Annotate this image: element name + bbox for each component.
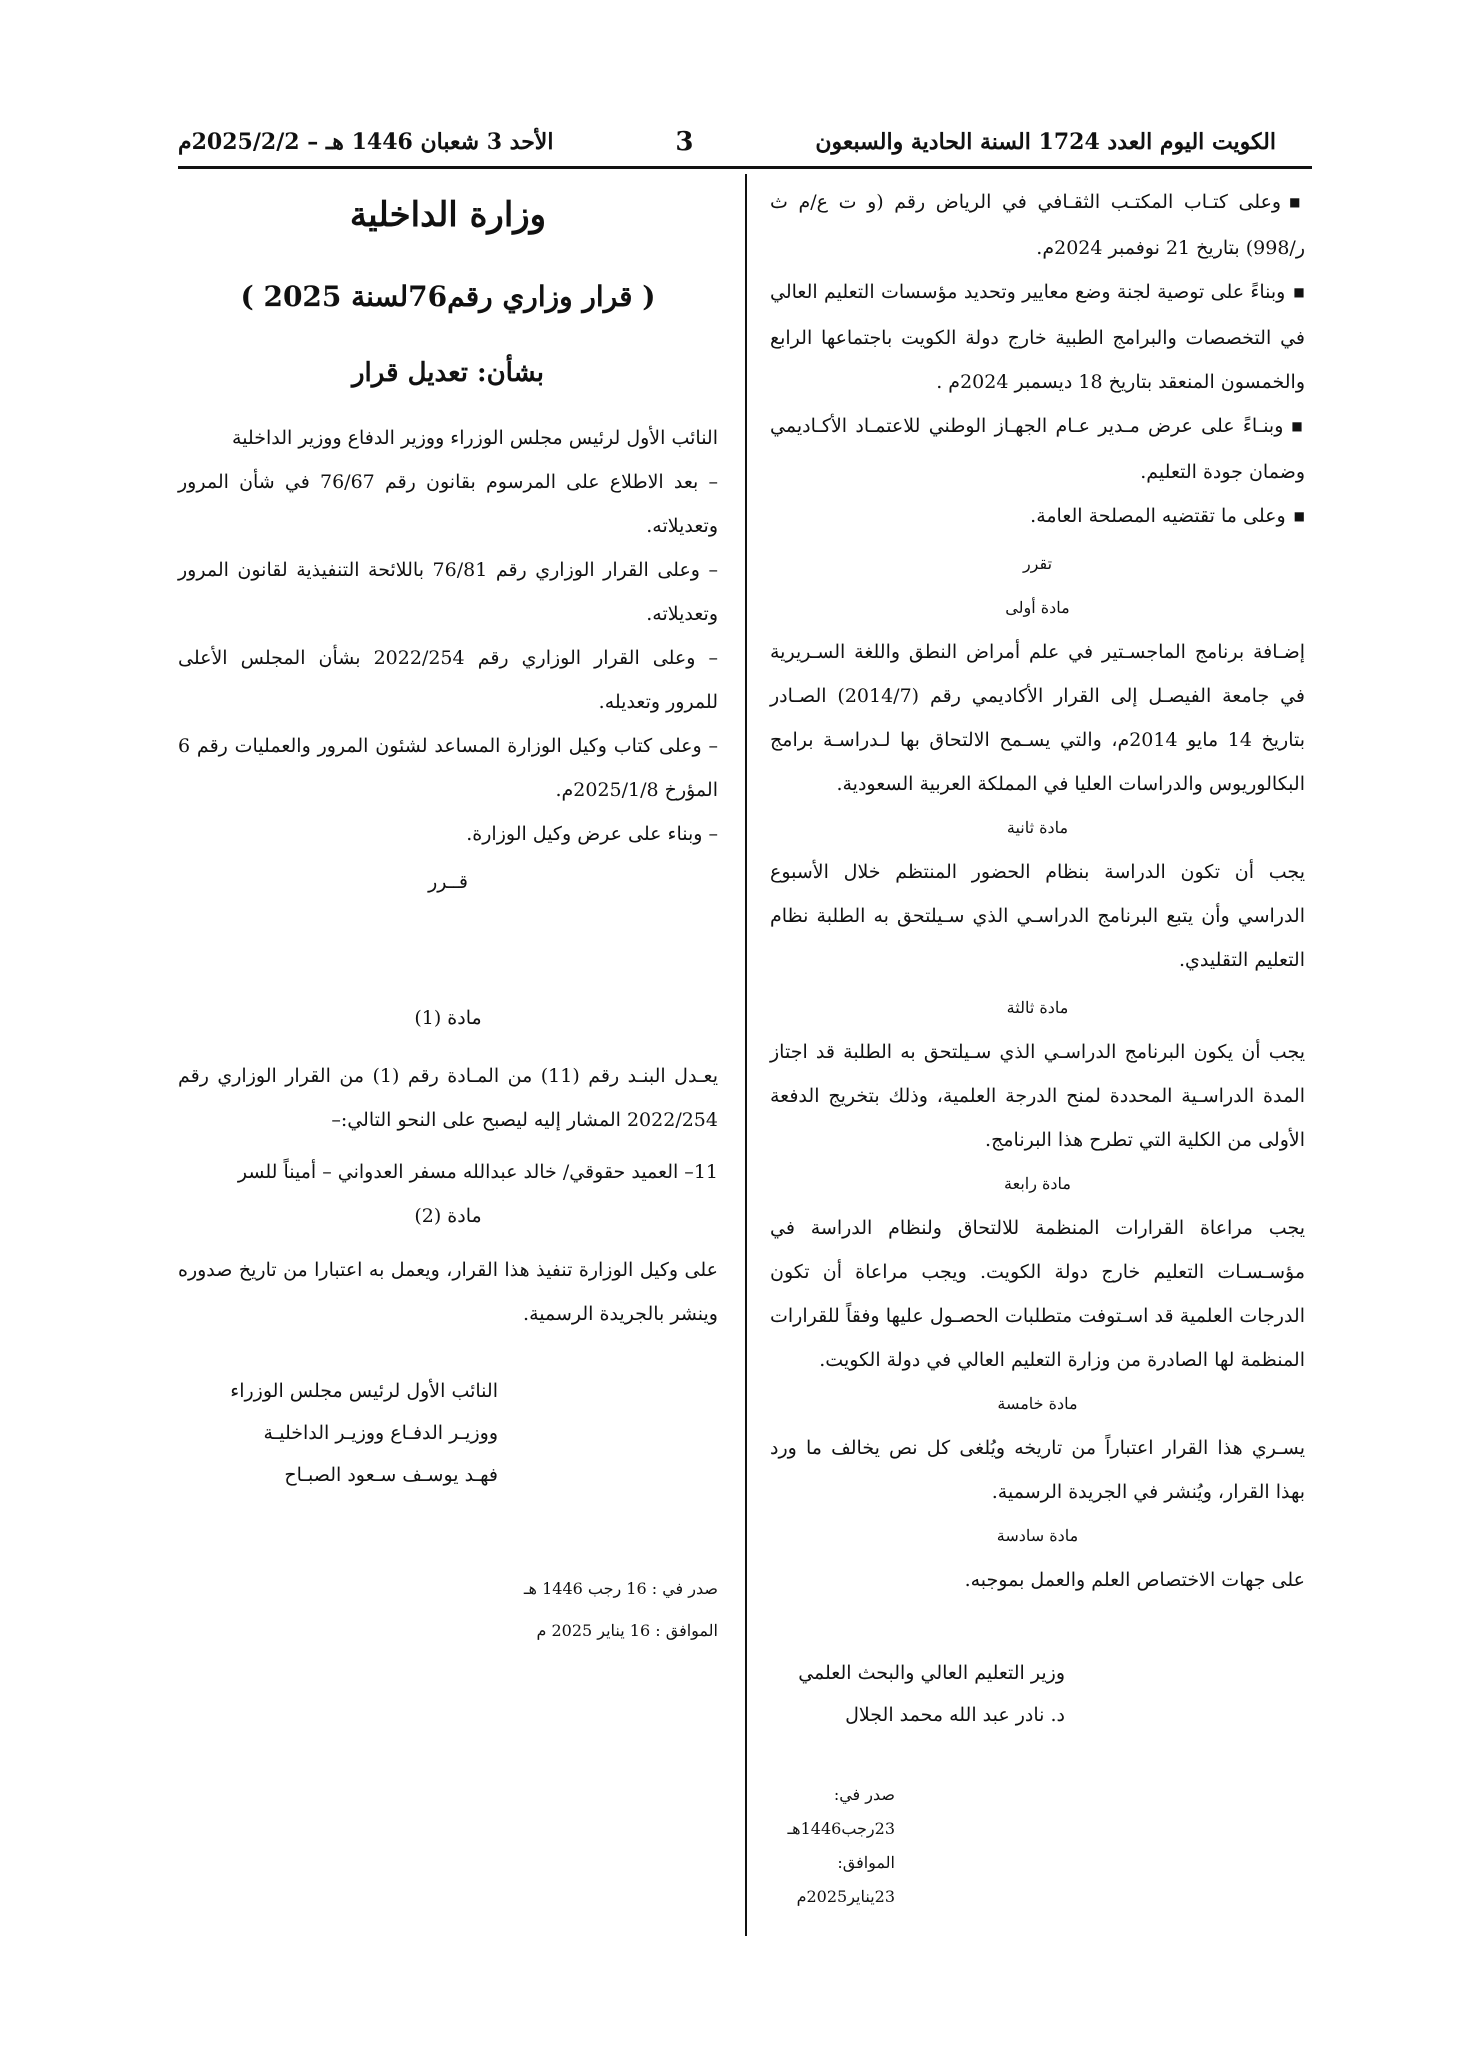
article-title: مادة (2) [414,1205,482,1227]
decree-subject: بشأن: تعديل قرار [351,358,545,388]
article-text: على وكيل الوزارة تنفيذ هذا القرار، ويعمل به اعتبارا من تاريخ صدوره وينشر بالجريدة الرسمية. [178,1259,718,1325]
corresponding-date: الموافق : 16 يناير 2025 م [536,1621,718,1640]
recital-bullet: ■ وعلى كتـاب المكتـب الثقـافي في الرياض رقم (و ت ع/م ث ر/998) بتاريخ 21 نوفمبر 2024م. [770,180,1305,270]
recital: – بعد الاطلاع على المرسوم بقانون رقم 76/67 في شأن المرور وتعديلاته. [178,471,718,537]
ministry-title: وزارة الداخلية [349,195,547,235]
article-item: 11– العميد حقوقي/ خالد عبدالله مسفر العدواني – أميناً للسر [237,1161,718,1183]
article-title: مادة ثالثة [1006,998,1069,1017]
signature-line: النائب الأول لرئيس مجلس الوزراء [230,1380,498,1402]
signature-line: ووزيـر الدفـاع ووزيـر الداخليـة [263,1422,498,1444]
recital-bullet: ■ وبناءً على توصية لجنة وضع معايير وتحديد مؤسسات التعليم العالي في التخصصات والبرامج الطبية خارج دولة الكويت باجتماعها الرابع والخمسون المنعقد بتاريخ 18 ديسمبر 2024م . [770,270,1305,404]
decides-heading: تقرر [1022,554,1053,573]
article-title: مادة رابعة [1004,1174,1071,1193]
issued-date: صدر في : 16 رجب 1446 هـ [523,1579,718,1598]
article-text: يجب مراعاة القرارات المنظمة للالتحاق ولنظام الدراسة في مؤسـسـات التعليم خارج دولة الكويت. ويجب مراعاة أن تكون الدرجات العلمية قد اسـتوفت متطلبات الحصـول عليها وفقاً للقرارات المنظمة لها الصادرة من وزارة التعليم العالي في دولة الكويت. [770,1217,1305,1371]
article-text: إضـافة برنامج الماجسـتير في علم أمراض النطق واللغة السـريرية في جامعة الفيصـل إلى القرار الأكاديمي رقم (2014/7) الصـادر بتاريخ 14 مايو 2014م، والتي يسـمح الالتحاق بها لـدراسـة برامج البكالوريوس والدراسات العليا في المملكة العربية السعودية. [770,641,1305,795]
gazette-header [178,120,1276,164]
right-date-block [770,1778,1305,1914]
signatory-name: د. نادر عبد الله محمد الجلال [845,1704,1065,1726]
decree-title: ( قرار وزاري رقم76لسنة 2025 ) [240,280,656,313]
corresponding-date: الموافق: 23يناير2025م [796,1853,895,1906]
signature-line: فهـد يوسـف سـعود الصبـاح [284,1464,498,1486]
header-date: الأحد 3 شعبان 1446 هـ – 2025/2/2م [178,129,554,155]
issued-date: صدر في: 23رجب1446هـ [787,1785,895,1838]
article-title: مادة (1) [414,1007,482,1029]
recital: – وبناء على عرض وكيل الوزارة. [466,823,718,845]
article-text: يعـدل البنـد رقم (11) من المـادة رقم (1) من القرار الوزاري رقم 2022/254 المشار إليه ليصبح على النحو التالي:– [178,1065,718,1131]
left-date-block [178,1568,718,1652]
header-rule [178,166,1312,169]
page-number: 3 [675,127,694,157]
column-divider [745,174,747,1936]
article-title: مادة أولى [1005,598,1070,617]
header-issue-info: الكويت اليوم العدد 1724 السنة الحادية والسبعون [815,129,1276,155]
recital-bullet: ■ وبنـاءً على عرض مـدير عـام الجهـاز الوطني للاعتمـاد الأكـاديمي وضمان جودة التعليم. [770,404,1305,494]
article-text: على جهات الاختصاص العلم والعمل بموجبه. [964,1569,1305,1591]
recital: – وعلى القرار الوزاري رقم 2022/254 بشأن المجلس الأعلى للمرور وتعديله. [178,647,718,713]
article-title: مادة سادسة [996,1526,1079,1545]
recital-bullet: ■ وعلى ما تقتضيه المصلحة العامة. [770,494,1305,540]
recital: – وعلى كتاب وكيل الوزارة المساعد لشئون المرور والعمليات رقم 6 المؤرخ 2025/1/8م. [178,735,718,801]
signatory-title: وزير التعليم العالي والبحث العلمي [798,1662,1065,1684]
right-signature-block [770,1652,1305,1736]
left-signature-block [178,1370,718,1496]
article-text: يجب أن تكون الدراسة بنظام الحضور المنتظم خلال الأسبوع الدراسي وأن يتبع البرنامج الدراسـي الذي سـيلتحق به الطلبة نظام التعليم التقليدي. [770,861,1305,971]
article-title: مادة ثانية [1006,818,1069,837]
article-text: يسـري هذا القرار اعتباراً من تاريخه ويُلغى كل نص يخالف ما ورد بهذا القرار، ويُنشر في الجريدة الرسمية. [770,1437,1305,1503]
article-text: يجب أن يكون البرنامج الدراسـي الذي سـيلتحق به الطلبة قد اجتاز المدة الدراسـية المحددة لمنح الدرجة العلمية، وذلك بتخريج الدفعة الأولى من الكلية التي تطرح هذا البرنامج. [770,1041,1305,1151]
decree-issuer: النائب الأول لرئيس مجلس الوزراء ووزير الدفاع ووزير الداخلية [232,427,718,449]
article-title: مادة خامسة [997,1394,1078,1413]
recital: – وعلى القرار الوزاري رقم 76/81 باللائحة التنفيذية لقانون المرور وتعديلاته. [178,559,718,625]
left-column [178,180,718,1652]
decides-heading: قــرر [428,871,468,893]
right-column [770,180,1305,1914]
